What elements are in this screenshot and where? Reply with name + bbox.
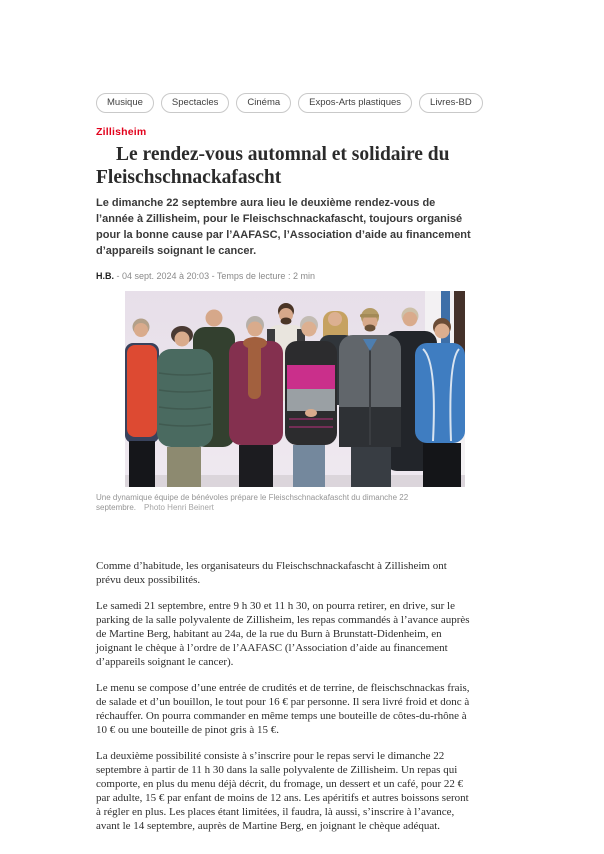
article-photo[interactable] <box>125 291 465 487</box>
article-paragraph: Comme d’habitude, les organisateurs du Fleischschnackafascht à Zillisheim ont prévu deux possibilités. <box>96 559 447 586</box>
article-paragraph: La deuxième possibilité consiste à s’inscrire pour le repas servi le dimanche 22 septembre à partir de 11 h 30 dans la salle polyvalente de Zillisheim. Un repas qui comporte, en plus du menu déjà décrit, du fromage, un dessert et un café, pour 22 € par adulte, 15 € par enfant de moins de 12 ans. Les apéritifs et autres boissons seront à régler en plus. Les places étant limitées, il faudra, là aussi, s’inscrire à l’avance, avant le 14 septembre, auprès de Martine Berg, en joignant le chèque adéquat. <box>96 749 469 832</box>
article-body <box>96 559 472 833</box>
photo-caption-row <box>96 493 472 513</box>
article-figure <box>96 291 472 513</box>
article-title: Le rendez-vous automnal et solidaire du Fleischschnackafascht <box>96 143 450 188</box>
category-nav <box>96 93 472 113</box>
nav-pill-cinema[interactable]: Cinéma <box>236 93 291 113</box>
photo-person-red-vest-woman <box>125 318 159 487</box>
byline <box>96 271 472 281</box>
nav-pill-livres-bd[interactable]: Livres-BD <box>419 93 483 113</box>
photo-caption: Une dynamique équipe de bénévoles prépare le Fleischschnackafascht du dimanche 22 septembre. <box>96 492 409 512</box>
byline-meta: - 04 sept. 2024 à 20:03 - Temps de lecture : 2 min <box>114 270 315 281</box>
photo-credit: Photo Henri Beinert <box>144 502 214 512</box>
nav-pill-spectacles[interactable]: Spectacles <box>161 93 229 113</box>
byline-author: H.B. <box>96 270 114 281</box>
article-paragraph: Le samedi 21 septembre, entre 9 h 30 et 11 h 30, on pourra retirer, en drive, sur le parking de la salle polyvalente de Zillisheim, les repas commandés à l’avance auprès de Martine Berg, habitant au 24a, de la rue du Burn à Brunstatt-Didenheim, en joignant le chèque à l’ordre de l’AAFASC (l’Association d’aide au financement d’appareils soignant le cancer). <box>96 599 470 668</box>
article-photo-illustration <box>125 291 465 487</box>
nav-pill-expos-arts-plastiques[interactable]: Expos-Arts plastiques <box>298 93 412 113</box>
article-lede: Le dimanche 22 septembre aura lieu le deuxième rendez-vous de l’année à Zillisheim, pour le Fleischschnackafascht, toujours organisé pour la bonne cause par l’AAFASC, l’Association d’aide au financement d’appareils soignant le cancer. <box>96 196 471 257</box>
article-paragraph: Le menu se compose d’une entrée de crudités et de terrine, de fleischschnackas frais, de salade et d’un bouillon, le tout pour 16 € par personne. Il sera livré froid et donc à réchauffer. On pourra commander en même temps une bouteille de côtes-du-rhône à 10 € ou une bouteille de pinot gris à 15 €. <box>96 681 470 736</box>
nav-pill-musique[interactable]: Musique <box>96 93 154 113</box>
category-link[interactable]: Zillisheim <box>96 125 147 138</box>
